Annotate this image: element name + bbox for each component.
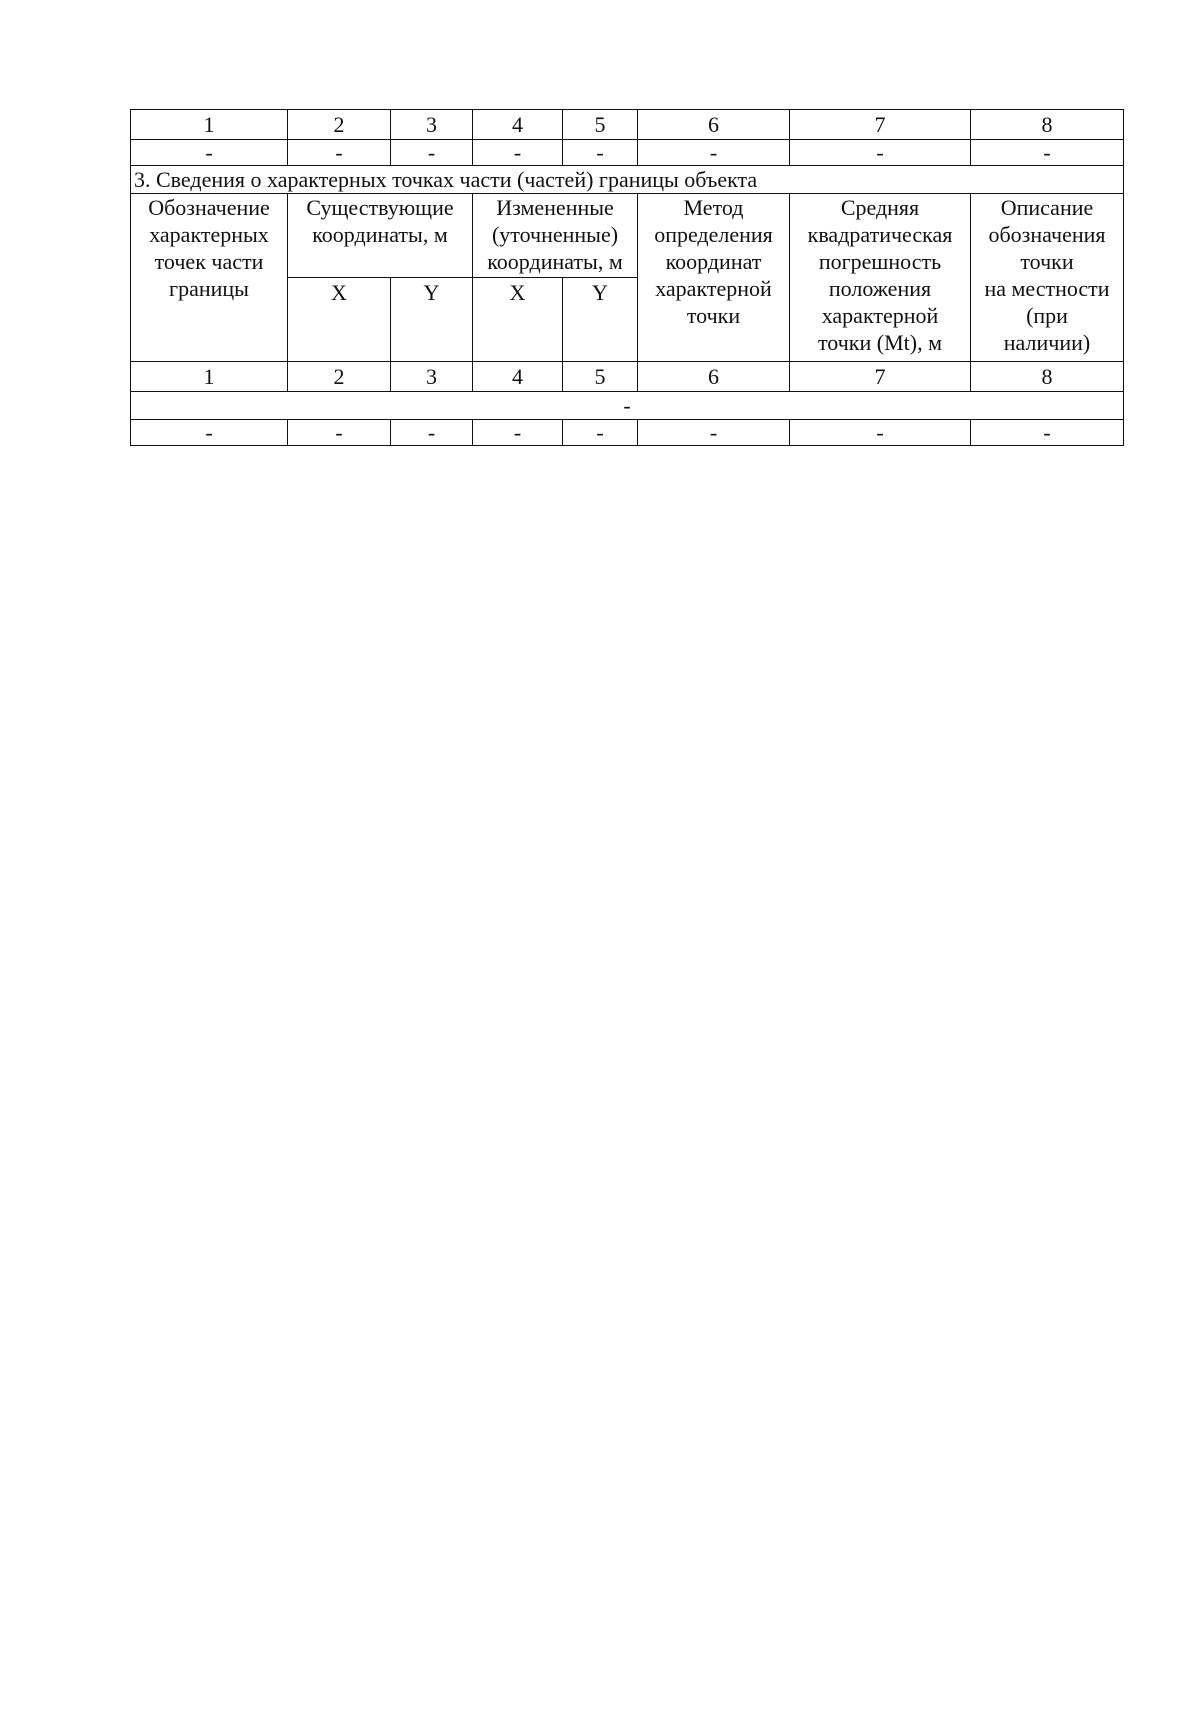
table-cell: - [790,140,971,166]
table-cell: 7 [790,362,971,392]
boundary-points-table [130,109,1124,446]
table-cell: - [288,140,391,166]
table-cell: 4 [473,362,563,392]
table-cell: - [638,420,790,446]
table-cell: 5 [563,362,638,392]
table-cell: 2 [288,110,391,140]
table-row-span-dash [131,392,1124,420]
header-existing-coordinates: Существующие координаты, м [288,194,473,278]
table-cell: 3 [391,362,473,392]
table-cell: 3 [391,110,473,140]
table-row-top-dashes [131,140,1124,166]
header-point-designation: Обозначение характерных точек части границы [131,194,288,362]
table-row-header [131,194,1124,278]
table-cell: - [131,420,288,446]
table-cell: - [563,140,638,166]
table-row-section-title [131,166,1124,194]
table-cell: 1 [131,110,288,140]
table-cell: - [131,392,1124,420]
table-cell: 2 [288,362,391,392]
table-cell: 6 [638,362,790,392]
table-row-bottom-dashes [131,420,1124,446]
table-cell: - [971,420,1124,446]
header-method: Метод определения координат характерной точки [638,194,790,362]
table-cell: 6 [638,110,790,140]
header-existing-y: Y [391,278,473,362]
table-cell: - [288,420,391,446]
table-cell: 5 [563,110,638,140]
table-cell: 1 [131,362,288,392]
header-changed-y: Y [563,278,638,362]
header-changed-x: X [473,278,563,362]
table-cell: - [971,140,1124,166]
table-cell: - [790,420,971,446]
table-cell: - [391,420,473,446]
header-changed-coordinates: Измененные (уточненные) координаты, м [473,194,638,278]
table-cell: - [473,420,563,446]
header-mean-square-error: Средняя квадратическая погрешность положения характерной точки (Mt), м [790,194,971,362]
table-row-header-numbers [131,362,1124,392]
table-cell: - [131,140,288,166]
table-cell: 4 [473,110,563,140]
table-cell: - [563,420,638,446]
section-title: 3. Сведения о характерных точках части (частей) границы объекта [131,166,1124,194]
header-point-description: Описание обозначения точки на местности (при наличии) [971,194,1124,362]
table-cell: 8 [971,110,1124,140]
header-existing-x: X [288,278,391,362]
table-cell: - [473,140,563,166]
table-cell: - [391,140,473,166]
table-cell: 7 [790,110,971,140]
table-cell: - [638,140,790,166]
table-cell: 8 [971,362,1124,392]
table-row-top-numbers [131,110,1124,140]
